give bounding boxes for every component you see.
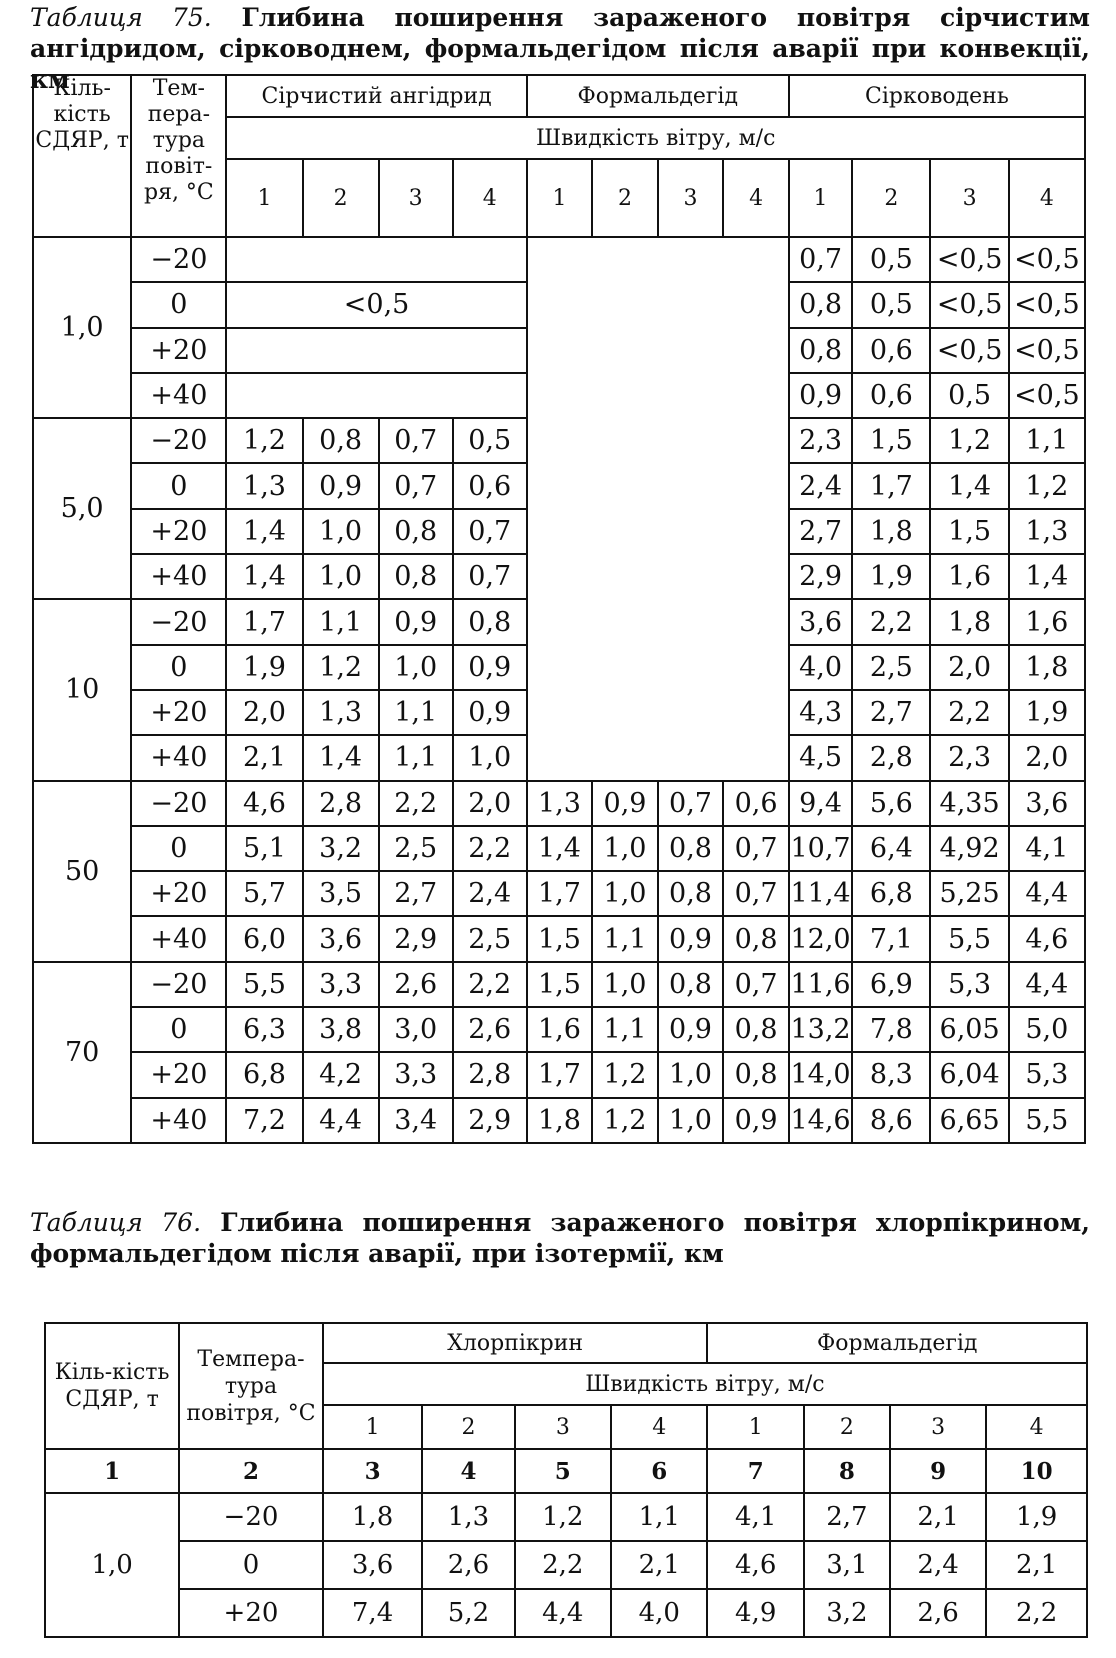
value-cell: 0,7	[379, 418, 453, 463]
value-cell: 1,5	[527, 962, 593, 1007]
value-cell: 2,4	[789, 463, 852, 508]
value-cell: 0,7	[453, 554, 527, 599]
value-cell: 1,0	[592, 871, 658, 916]
sulfur-dioxide-header: Сірчистий ангідрид	[226, 75, 526, 117]
value-cell: 1,2	[515, 1493, 611, 1541]
qty-cell: 1,0	[33, 237, 131, 418]
temperature-cell: −20	[131, 237, 226, 282]
temperature-cell: +40	[131, 735, 226, 780]
value-cell: 1,0	[453, 735, 527, 780]
value-cell: 1,4	[527, 826, 593, 871]
value-cell: 5,25	[930, 871, 1008, 916]
wind-speed-value: 4	[723, 159, 789, 237]
value-cell: 0,9	[379, 599, 453, 644]
value-cell: <0,5	[1009, 328, 1085, 373]
value-cell: 1,8	[930, 599, 1008, 644]
value-cell: 4,0	[611, 1589, 707, 1637]
value-cell: <0,5	[930, 328, 1008, 373]
value-cell: 0,9	[453, 645, 527, 690]
value-cell: 1,3	[527, 781, 593, 826]
wind-speed-value: 3	[379, 159, 453, 237]
value-cell: 6,0	[226, 916, 302, 961]
value-cell: 9,4	[789, 781, 852, 826]
wind-speed-value: 1	[527, 159, 593, 237]
formaldehyde-header: Формальдегід	[707, 1323, 1087, 1363]
value-cell: 1,6	[1009, 599, 1085, 644]
wind-speed-value: 1	[789, 159, 852, 237]
value-cell: 5,1	[226, 826, 302, 871]
qty-cell: 50	[33, 781, 131, 962]
temperature-cell: 0	[131, 1007, 226, 1052]
value-cell: 1,1	[592, 1007, 658, 1052]
value-cell: <0,5	[1009, 282, 1085, 327]
value-cell: 6,65	[930, 1098, 1008, 1143]
value-cell: 4,4	[515, 1589, 611, 1637]
value-cell: 1,3	[1009, 509, 1085, 554]
value-cell: 5,3	[1009, 1052, 1085, 1097]
wind-speed-value: 1	[323, 1405, 423, 1449]
table-76-caption	[30, 1207, 1090, 1269]
value-cell: 3,6	[303, 916, 379, 961]
value-cell: 0,8	[789, 282, 852, 327]
wind-speed-header: Швидкість вітру, м/с	[226, 117, 1085, 159]
value-cell: 1,8	[1009, 645, 1085, 690]
table-row	[33, 826, 1085, 871]
value-cell: 1,0	[658, 1052, 724, 1097]
value-cell: 0,7	[723, 826, 789, 871]
value-cell: 1,5	[527, 916, 593, 961]
temperature-cell: 0	[131, 282, 226, 327]
value-cell: 2,8	[303, 781, 379, 826]
value-cell: 1,3	[422, 1493, 514, 1541]
value-cell: 1,5	[930, 509, 1008, 554]
qty-cell: 10	[33, 599, 131, 780]
value-cell: 0,5	[852, 282, 930, 327]
table-row	[33, 871, 1085, 916]
value-cell: 1,4	[226, 509, 302, 554]
value-cell: 0,9	[789, 373, 852, 418]
value-cell: 2,1	[611, 1541, 707, 1589]
value-cell: 1,1	[1009, 418, 1085, 463]
wind-speed-value: 4	[986, 1405, 1087, 1449]
value-cell: 0,6	[453, 463, 527, 508]
value-cell: 7,4	[323, 1589, 423, 1637]
value-cell: 0,9	[453, 690, 527, 735]
value-cell: 4,92	[930, 826, 1008, 871]
value-cell: 2,6	[890, 1589, 986, 1637]
value-cell: 0,5	[930, 373, 1008, 418]
value-cell: 1,1	[592, 916, 658, 961]
temperature-cell: −20	[131, 962, 226, 1007]
value-cell: 1,8	[323, 1493, 423, 1541]
value-cell: 2,1	[890, 1493, 986, 1541]
value-cell: 4,6	[1009, 916, 1085, 961]
value-cell: 4,4	[303, 1098, 379, 1143]
value-cell: 0,7	[723, 962, 789, 1007]
value-cell: 4,4	[1009, 871, 1085, 916]
wind-speed-value: 3	[658, 159, 724, 237]
value-cell: <0,5	[1009, 373, 1085, 418]
temperature-cell: 0	[131, 645, 226, 690]
table-row	[45, 1449, 1087, 1493]
value-cell: 2,1	[986, 1541, 1087, 1589]
column-number: 2	[179, 1449, 323, 1493]
value-cell: 2,0	[1009, 735, 1085, 780]
value-cell: 2,6	[422, 1541, 514, 1589]
value-cell: 5,5	[226, 962, 302, 1007]
empty-cell	[226, 237, 526, 282]
value-cell: 1,9	[1009, 690, 1085, 735]
column-number: 5	[515, 1449, 611, 1493]
value-cell: 3,8	[303, 1007, 379, 1052]
column-number: 9	[890, 1449, 986, 1493]
value-cell: 4,35	[930, 781, 1008, 826]
value-cell: 2,8	[852, 735, 930, 780]
value-cell: 0,8	[658, 962, 724, 1007]
value-cell: <0,5	[930, 282, 1008, 327]
table-row	[45, 1323, 1087, 1363]
wind-speed-value: 1	[707, 1405, 803, 1449]
value-cell: 1,3	[226, 463, 302, 508]
value-cell: 1,6	[527, 1007, 593, 1052]
value-cell: 4,3	[789, 690, 852, 735]
value-cell: 1,7	[226, 599, 302, 644]
hydrogen-sulfide-header: Сірководень	[789, 75, 1085, 117]
value-cell: 0,8	[379, 509, 453, 554]
value-cell: 1,9	[852, 554, 930, 599]
temperature-cell: −20	[131, 781, 226, 826]
value-cell: 2,4	[890, 1541, 986, 1589]
value-cell: 4,1	[707, 1493, 803, 1541]
value-cell: 0,9	[658, 916, 724, 961]
value-cell: 0,5	[453, 418, 527, 463]
wind-speed-value: 3	[515, 1405, 611, 1449]
value-cell: 1,9	[986, 1493, 1087, 1541]
qty-cell: 1,0	[45, 1493, 179, 1637]
value-cell: 1,9	[226, 645, 302, 690]
value-cell: 0,8	[658, 826, 724, 871]
value-cell: 4,4	[1009, 962, 1085, 1007]
temperature-cell: +40	[131, 1098, 226, 1143]
value-cell: 1,1	[379, 690, 453, 735]
value-cell: <0,5	[930, 237, 1008, 282]
value-cell: 6,9	[852, 962, 930, 1007]
value-cell: 1,0	[592, 826, 658, 871]
value-cell: 11,4	[789, 871, 852, 916]
value-cell: 1,0	[303, 554, 379, 599]
table-row	[33, 916, 1085, 961]
value-cell: 0,6	[852, 328, 930, 373]
column-number: 4	[422, 1449, 514, 1493]
value-cell: 2,6	[379, 962, 453, 1007]
value-cell: 4,6	[707, 1541, 803, 1589]
table-75	[32, 74, 1086, 1144]
value-cell: 1,3	[303, 690, 379, 735]
value-cell: 3,5	[303, 871, 379, 916]
value-cell: 5,2	[422, 1589, 514, 1637]
wind-speed-value: 2	[303, 159, 379, 237]
table-row	[45, 1541, 1087, 1589]
wind-speed-header: Швидкість вітру, м/с	[323, 1363, 1087, 1405]
value-cell: 1,1	[303, 599, 379, 644]
temperature-cell: +20	[131, 871, 226, 916]
table-row	[33, 75, 1085, 117]
table-row	[33, 962, 1085, 1007]
column-number: 8	[804, 1449, 890, 1493]
column-number: 6	[611, 1449, 707, 1493]
value-cell: 2,2	[453, 962, 527, 1007]
value-cell: 4,0	[789, 645, 852, 690]
value-cell: 3,0	[379, 1007, 453, 1052]
value-cell: 1,0	[658, 1098, 724, 1143]
temperature-cell: +40	[131, 373, 226, 418]
qty-cell: 70	[33, 962, 131, 1143]
value-cell: 0,7	[658, 781, 724, 826]
value-cell: 1,7	[852, 463, 930, 508]
value-cell: 1,0	[592, 962, 658, 1007]
value-cell: 2,0	[226, 690, 302, 735]
value-cell: 6,4	[852, 826, 930, 871]
temperature-cell: 0	[131, 826, 226, 871]
value-cell: 1,2	[930, 418, 1008, 463]
value-cell: 11,6	[789, 962, 852, 1007]
value-cell: 1,8	[527, 1098, 593, 1143]
value-cell: 2,5	[852, 645, 930, 690]
value-cell: 5,5	[930, 916, 1008, 961]
temperature-cell: −20	[131, 599, 226, 644]
value-cell: 2,1	[226, 735, 302, 780]
table-75-title: Глибина поширення зараженого повітря сірчистим ангідридом, сірководнем, формальдегідом після аварії при конвекції, км	[30, 3, 1090, 94]
value-cell: 0,7	[379, 463, 453, 508]
value-cell: 1,4	[303, 735, 379, 780]
value-cell: 5,5	[1009, 1098, 1085, 1143]
table-76-label: Таблиця 76.	[30, 1208, 202, 1237]
value-cell: 1,0	[379, 645, 453, 690]
table-row	[33, 1052, 1085, 1097]
value-cell: 2,6	[453, 1007, 527, 1052]
value-cell: 8,6	[852, 1098, 930, 1143]
chloropicrin-header: Хлорпікрин	[323, 1323, 708, 1363]
value-cell: 2,3	[789, 418, 852, 463]
value-cell: 3,3	[303, 962, 379, 1007]
value-cell: 1,8	[852, 509, 930, 554]
value-cell: 0,6	[852, 373, 930, 418]
column-number: 10	[986, 1449, 1087, 1493]
value-cell: 0,9	[303, 463, 379, 508]
qty-header: Кіль-кість СДЯР, т	[45, 1323, 179, 1449]
wind-speed-value: 3	[930, 159, 1008, 237]
table-76-title: Глибина поширення зараженого повітря хлорпікрином, формальдегідом після аварії, при ізотермії, км	[30, 1208, 1090, 1268]
value-cell: 2,5	[379, 826, 453, 871]
blank-area	[527, 237, 789, 781]
value-cell: 0,9	[658, 1007, 724, 1052]
value-cell: 3,2	[303, 826, 379, 871]
value-cell: 0,8	[723, 1052, 789, 1097]
value-cell: 3,6	[323, 1541, 423, 1589]
temp-header: Тем-пера-тура повіт-ря, °С	[131, 75, 226, 237]
temperature-cell: +20	[131, 509, 226, 554]
wind-speed-value: 4	[453, 159, 527, 237]
temp-header: Темпера-тура повітря, °С	[179, 1323, 323, 1449]
value-cell: 2,7	[804, 1493, 890, 1541]
table-row	[33, 1007, 1085, 1052]
value-cell: 1,2	[592, 1098, 658, 1143]
value-cell: 0,8	[658, 871, 724, 916]
column-number: 7	[707, 1449, 803, 1493]
wind-speed-value: 2	[804, 1405, 890, 1449]
empty-cell	[226, 373, 526, 418]
wind-speed-value: 4	[611, 1405, 707, 1449]
value-cell: 1,0	[303, 509, 379, 554]
value-cell: 2,2	[379, 781, 453, 826]
value-cell: 2,7	[379, 871, 453, 916]
value-cell: 5,6	[852, 781, 930, 826]
value-cell: 0,8	[453, 599, 527, 644]
value-cell: 2,2	[852, 599, 930, 644]
value-cell: 2,3	[930, 735, 1008, 780]
value-cell: 12,0	[789, 916, 852, 961]
value-cell: 1,2	[226, 418, 302, 463]
value-cell: 2,2	[453, 826, 527, 871]
value-cell: 2,2	[930, 690, 1008, 735]
value-cell: 4,2	[303, 1052, 379, 1097]
wind-speed-value: 2	[852, 159, 930, 237]
value-cell: 2,2	[515, 1541, 611, 1589]
value-cell: 6,8	[226, 1052, 302, 1097]
temperature-cell: −20	[131, 418, 226, 463]
column-number: 3	[323, 1449, 423, 1493]
value-cell: 5,0	[1009, 1007, 1085, 1052]
table-row	[33, 237, 1085, 282]
temperature-cell: +40	[131, 554, 226, 599]
value-cell: 0,9	[723, 1098, 789, 1143]
value-cell: 2,4	[453, 871, 527, 916]
value-cell: 6,05	[930, 1007, 1008, 1052]
value-cell: 0,7	[453, 509, 527, 554]
value-cell: 4,1	[1009, 826, 1085, 871]
value-cell: 2,5	[453, 916, 527, 961]
value-cell: 14,6	[789, 1098, 852, 1143]
table-row	[45, 1589, 1087, 1637]
value-cell: 6,04	[930, 1052, 1008, 1097]
value-cell: 1,4	[930, 463, 1008, 508]
value-cell: 1,7	[527, 1052, 593, 1097]
value-cell: 7,1	[852, 916, 930, 961]
value-cell: 3,3	[379, 1052, 453, 1097]
value-cell: 1,5	[852, 418, 930, 463]
value-cell: 6,8	[852, 871, 930, 916]
wind-speed-value: 3	[890, 1405, 986, 1449]
value-cell: 0,7	[789, 237, 852, 282]
temperature-cell: −20	[179, 1493, 323, 1541]
table-75-label: Таблиця 75.	[30, 3, 212, 32]
value-cell: 3,2	[804, 1589, 890, 1637]
table-row	[33, 1098, 1085, 1143]
merged-value-cell: <0,5	[226, 282, 526, 327]
value-cell: 1,4	[226, 554, 302, 599]
value-cell: 0,7	[723, 871, 789, 916]
value-cell: 1,2	[303, 645, 379, 690]
value-cell: 0,8	[789, 328, 852, 373]
value-cell: 2,7	[852, 690, 930, 735]
value-cell: 7,2	[226, 1098, 302, 1143]
value-cell: 7,8	[852, 1007, 930, 1052]
value-cell: 0,8	[723, 1007, 789, 1052]
wind-speed-value: 4	[1009, 159, 1085, 237]
value-cell: 6,3	[226, 1007, 302, 1052]
value-cell: 2,9	[379, 916, 453, 961]
wind-speed-value: 2	[592, 159, 658, 237]
value-cell: 4,5	[789, 735, 852, 780]
empty-cell	[226, 328, 526, 373]
value-cell: 1,4	[1009, 554, 1085, 599]
temperature-cell: 0	[179, 1541, 323, 1589]
value-cell: 2,8	[453, 1052, 527, 1097]
table-row	[45, 1493, 1087, 1541]
value-cell: 0,8	[303, 418, 379, 463]
value-cell: 4,9	[707, 1589, 803, 1637]
table-76	[44, 1322, 1088, 1638]
temperature-cell: +40	[131, 916, 226, 961]
value-cell: 2,9	[789, 554, 852, 599]
value-cell: 2,2	[986, 1589, 1087, 1637]
table-row	[33, 781, 1085, 826]
value-cell: 1,6	[930, 554, 1008, 599]
temperature-cell: +20	[179, 1589, 323, 1637]
temperature-cell: 0	[131, 463, 226, 508]
value-cell: 5,3	[930, 962, 1008, 1007]
temperature-cell: +20	[131, 690, 226, 735]
wind-speed-value: 2	[422, 1405, 514, 1449]
value-cell: <0,5	[1009, 237, 1085, 282]
value-cell: 2,9	[453, 1098, 527, 1143]
value-cell: 3,4	[379, 1098, 453, 1143]
value-cell: 5,7	[226, 871, 302, 916]
value-cell: 1,1	[611, 1493, 707, 1541]
value-cell: 1,7	[527, 871, 593, 916]
column-number: 1	[45, 1449, 179, 1493]
value-cell: 1,1	[379, 735, 453, 780]
value-cell: 3,6	[1009, 781, 1085, 826]
value-cell: 2,0	[930, 645, 1008, 690]
value-cell: 0,8	[723, 916, 789, 961]
temperature-cell: +20	[131, 1052, 226, 1097]
qty-header: Кіль-кість СДЯР, т	[33, 75, 131, 237]
value-cell: 3,6	[789, 599, 852, 644]
qty-cell: 5,0	[33, 418, 131, 599]
value-cell: 0,5	[852, 237, 930, 282]
value-cell: 1,2	[592, 1052, 658, 1097]
value-cell: 10,7	[789, 826, 852, 871]
formaldehyde-header: Формальдегід	[527, 75, 789, 117]
value-cell: 2,7	[789, 509, 852, 554]
value-cell: 8,3	[852, 1052, 930, 1097]
value-cell: 4,6	[226, 781, 302, 826]
value-cell: 2,0	[453, 781, 527, 826]
value-cell: 0,9	[592, 781, 658, 826]
value-cell: 3,1	[804, 1541, 890, 1589]
value-cell: 14,0	[789, 1052, 852, 1097]
value-cell: 0,8	[379, 554, 453, 599]
temperature-cell: +20	[131, 328, 226, 373]
value-cell: 1,2	[1009, 463, 1085, 508]
wind-speed-value: 1	[226, 159, 302, 237]
value-cell: 0,6	[723, 781, 789, 826]
value-cell: 13,2	[789, 1007, 852, 1052]
